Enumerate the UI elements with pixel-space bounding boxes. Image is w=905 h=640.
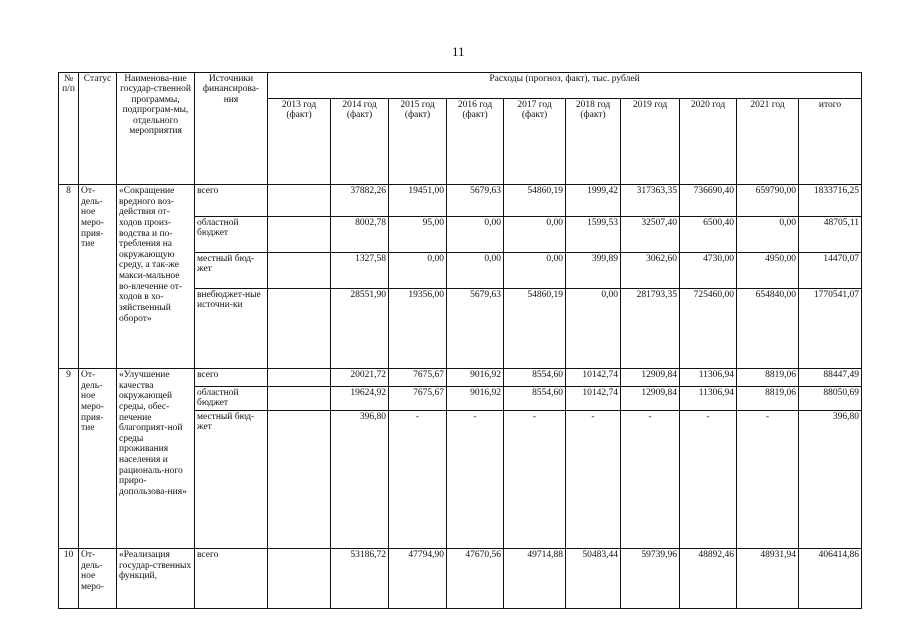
value-cell: 725460,00 (680, 289, 737, 369)
header-source: Источники финансирова-ния (195, 73, 268, 185)
value-cell: 1327,58 (331, 253, 389, 289)
total-cell: 88050,69 (799, 387, 862, 411)
source-label: всего (195, 185, 268, 217)
source-label: областной бюджет (195, 387, 268, 411)
total-cell: 14470,07 (799, 253, 862, 289)
table-row (59, 549, 862, 609)
value-cell: 9016,92 (447, 369, 504, 387)
row-number: 9 (59, 369, 79, 549)
header-year: 2015 год (факт) (389, 99, 447, 185)
total-cell: 396,80 (799, 411, 862, 549)
value-cell: 54860,19 (504, 289, 566, 369)
value-cell: 4730,00 (680, 253, 737, 289)
value-cell (268, 387, 331, 411)
total-cell: 48705,11 (799, 217, 862, 253)
value-cell (268, 217, 331, 253)
value-cell: 12909,84 (621, 387, 680, 411)
table-row (59, 185, 862, 217)
value-cell (268, 411, 331, 549)
value-cell: 0,00 (447, 217, 504, 253)
header-year: 2013 год (факт) (268, 99, 331, 185)
value-cell: 9016,92 (447, 387, 504, 411)
row-status: От-дель-ное меро-прия-тие (79, 369, 117, 549)
value-cell: - (447, 411, 504, 549)
value-cell: 8002,78 (331, 217, 389, 253)
row-program-name: «Сокращение вредного воз-действия от-ходов произ-водства и по-требления на окружающую среду, а так-же макси-мальное во-влечение от-ходов в хо-зяйственный оборот» (117, 185, 195, 369)
header-year: 2019 год (621, 99, 680, 185)
value-cell: 59739,96 (621, 549, 680, 609)
header-year: 2020 год (680, 99, 737, 185)
value-cell: 3062,60 (621, 253, 680, 289)
value-cell: 317363,35 (621, 185, 680, 217)
value-cell: 32507,40 (621, 217, 680, 253)
value-cell: 10142,74 (566, 369, 621, 387)
value-cell: 0,00 (737, 217, 799, 253)
value-cell: - (504, 411, 566, 549)
value-cell: 19451,00 (389, 185, 447, 217)
value-cell: - (737, 411, 799, 549)
value-cell: 0,00 (504, 217, 566, 253)
page-number: 11 (452, 44, 465, 59)
value-cell: 8554,60 (504, 369, 566, 387)
value-cell: 654840,00 (737, 289, 799, 369)
value-cell: 7675,67 (389, 387, 447, 411)
row-status: От-дель-ное меро-прия-тие (79, 185, 117, 369)
value-cell: 12909,84 (621, 369, 680, 387)
source-label: всего (195, 369, 268, 387)
value-cell: 19356,00 (389, 289, 447, 369)
source-label: всего (195, 549, 268, 609)
header-num: № п/п (59, 73, 79, 185)
header-year: 2014 год (факт) (331, 99, 389, 185)
budget-table (58, 72, 862, 609)
value-cell: 47670,56 (447, 549, 504, 609)
value-cell (268, 185, 331, 217)
value-cell: 5679,63 (447, 289, 504, 369)
value-cell: 54860,19 (504, 185, 566, 217)
header-row-1 (59, 73, 862, 99)
value-cell: 8554,60 (504, 387, 566, 411)
value-cell: 0,00 (447, 253, 504, 289)
value-cell: 53186,72 (331, 549, 389, 609)
value-cell: 37882,26 (331, 185, 389, 217)
value-cell: 4950,00 (737, 253, 799, 289)
value-cell: 6500,40 (680, 217, 737, 253)
row-number: 8 (59, 185, 79, 369)
value-cell: 48892,46 (680, 549, 737, 609)
total-cell: 1833716,25 (799, 185, 862, 217)
value-cell: 659790,00 (737, 185, 799, 217)
value-cell: 48931,94 (737, 549, 799, 609)
value-cell: 49714,88 (504, 549, 566, 609)
header-total: итого (799, 99, 862, 185)
value-cell (268, 549, 331, 609)
value-cell (268, 253, 331, 289)
header-year: 2021 год (737, 99, 799, 185)
total-cell: 406414,86 (799, 549, 862, 609)
value-cell: 399,89 (566, 253, 621, 289)
value-cell: 0,00 (389, 253, 447, 289)
value-cell: 10142,74 (566, 387, 621, 411)
header-name: Наименова-ние государ-ственной программы, подпрограм-мы, отдельного мероприятия (117, 73, 195, 185)
value-cell: - (566, 411, 621, 549)
value-cell: 396,80 (331, 411, 389, 549)
value-cell: 736690,40 (680, 185, 737, 217)
value-cell: 1599,53 (566, 217, 621, 253)
row-program-name: «Улучшение качества окружающей среды, обес-печение благоприят-ной среды проживания населения и рациональ-ного приро-допользова-ния» (117, 369, 195, 549)
value-cell (268, 289, 331, 369)
value-cell: 5679,63 (447, 185, 504, 217)
row-status: От-дель-ное меро- (79, 549, 117, 609)
value-cell: 8819,06 (737, 387, 799, 411)
value-cell: 281793,35 (621, 289, 680, 369)
value-cell: 47794,90 (389, 549, 447, 609)
source-label: местный бюд-жет (195, 253, 268, 289)
value-cell: 95,00 (389, 217, 447, 253)
source-label: внебюджет-ные источни-ки (195, 289, 268, 369)
value-cell (268, 369, 331, 387)
row-number: 10 (59, 549, 79, 609)
source-label: местный бюд-жет (195, 411, 268, 549)
value-cell: 0,00 (504, 253, 566, 289)
value-cell: - (621, 411, 680, 549)
value-cell: 20021,72 (331, 369, 389, 387)
value-cell: 50483,44 (566, 549, 621, 609)
value-cell: - (680, 411, 737, 549)
value-cell: 11306,94 (680, 387, 737, 411)
header-year: 2016 год (факт) (447, 99, 504, 185)
table-row (59, 369, 862, 387)
header-status: Статус (79, 73, 117, 185)
value-cell: 28551,90 (331, 289, 389, 369)
value-cell: 8819,06 (737, 369, 799, 387)
source-label: областной бюджет (195, 217, 268, 253)
header-expenses: Расходы (прогноз, факт), тыс. рублей (268, 73, 862, 99)
total-cell: 88447,49 (799, 369, 862, 387)
value-cell: 0,00 (566, 289, 621, 369)
header-year: 2018 год (факт) (566, 99, 621, 185)
total-cell: 1770541,07 (799, 289, 862, 369)
value-cell: 1999,42 (566, 185, 621, 217)
header-year: 2017 год (факт) (504, 99, 566, 185)
value-cell: - (389, 411, 447, 549)
value-cell: 7675,67 (389, 369, 447, 387)
value-cell: 19624,92 (331, 387, 389, 411)
value-cell: 11306,94 (680, 369, 737, 387)
row-program-name: «Реализация государ-ственных функций, (117, 549, 195, 609)
